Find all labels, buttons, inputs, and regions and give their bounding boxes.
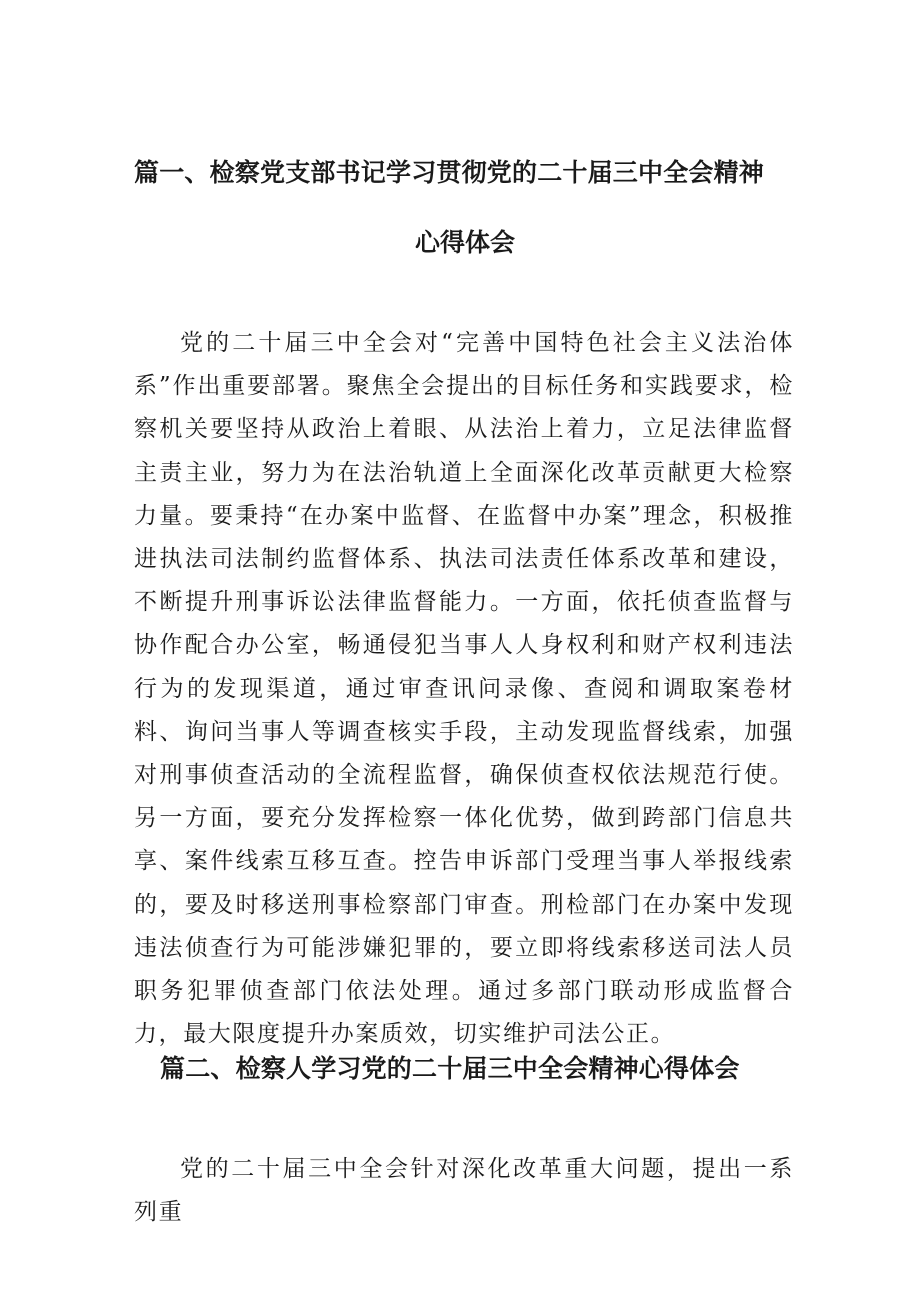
section1-title-line2: 心得体会 [415,228,516,257]
section1-title-line1: 篇一、检察党支部书记学习贯彻党的二十届三中全会精神 [134,158,765,187]
section2-title: 篇二、检察人学习党的二十届三中全会精神心得体会 [160,1054,740,1083]
section1-body-paragraph: 党的二十届三中全会对“完善中国特色社会主义法治体系”作出重要部署。聚焦全会提出的目标任务和实践要求，检察机关要坚持从政治上着眼、从法治上着力，立足法律监督主责主业，努力为在法治轨道上全面深化改革贡献更大检察力量。要秉持“在办案中监督、在监督中办案”理念，积极推进执法司法制约监督体系、执法司法责任体系改革和建设，不断提升刑事诉讼法律监督能力。一方面，依托侦查监督与协作配合办公室，畅通侵犯当事人人身权利和财产权利违法行为的发现渠道，通过审查讯问录像、查阅和调取案卷材料、询问当事人等调查核实手段，主动发现监督线索，加强对刑事侦查活动的全流程监督，确保侦查权依法规范行使。另一方面，要充分发挥检察一体化优势，做到跨部门信息共享、案件线索互移互查。控告申诉部门受理当事人举报线索的，要及时移送刑事检察部门审查。刑检部门在办案中发现违法侦查行为可能涉嫌犯罪的，要立即将线索移送司法人员职务犯罪侦查部门依法处理。通过多部门联动形成监督合力，最大限度提升办案质效，切实维护司法公正。 [134,330,794,1048]
section2-body-paragraph: 党的二十届三中全会针对深化改革重大问题，提出一系列重 [134,1156,794,1226]
